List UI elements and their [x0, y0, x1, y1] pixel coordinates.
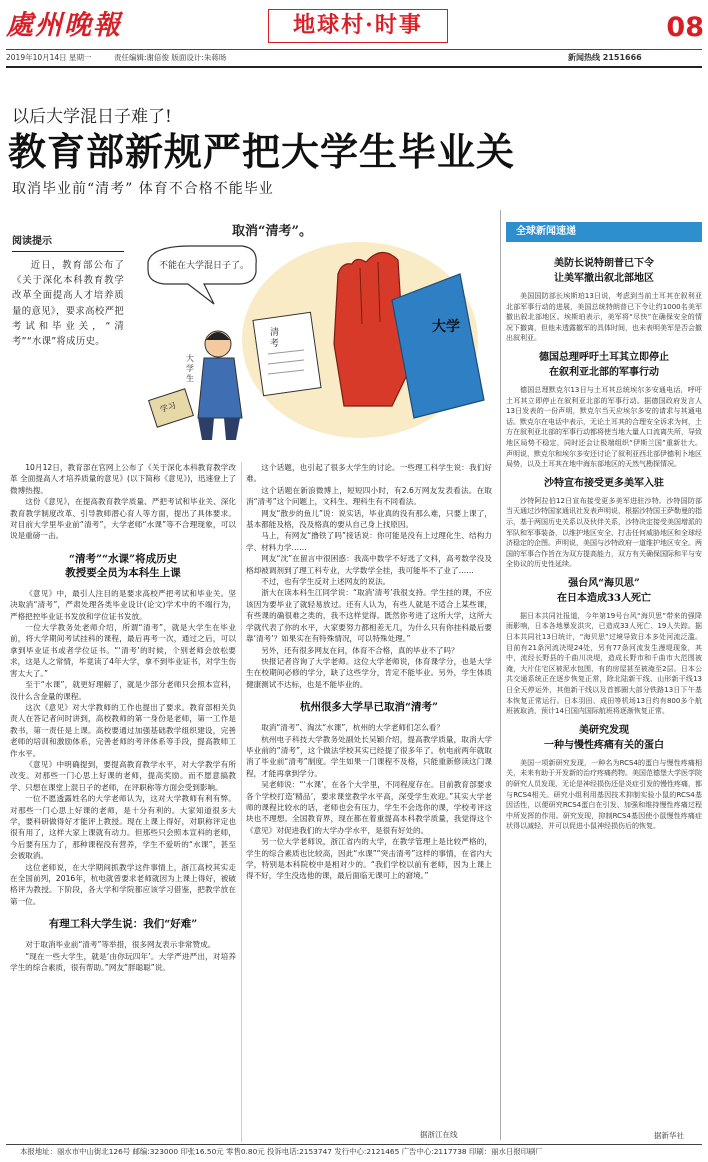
article-paragraph: 另一位大学老师说，浙江省内的大学，在教学管理上是比较严格的，学生的综合素质也比较高，因此“水课”“突击清考”这样的事情，在省内大学，特别是本科院校中是相对少的。“我们学校以前有老师，因为上课上得不好，学生没选他的课，最后面临无课可上的窘境。”	[246, 837, 492, 881]
article-paragraph: 《意见》中，最引人注目的是要求高校严把考试和毕业关。坚决取消“清考”，严肃处理各类毕业设计(论文)学术中的不端行为，严格把控毕业证书发放和学位证书发放。	[10, 588, 236, 621]
reading-guide	[12, 234, 124, 349]
sidebar-news-title: 强台风“海贝思” 在日本造成33人死亡	[557, 577, 651, 604]
article-paragraph: 杭州电子科技大学教务处副处长吴颖介绍，提高教学质量，取消大学毕业前的“清考”，这个做法学校其实已经提了很多年了。杭电前两年就取消了毕业前“清考”制度。学生如果一门课程不及格，只能重新修读这门课程，才能再拿到学分。	[246, 734, 492, 778]
sidebar-header-label: 全球新闻速递	[516, 226, 576, 237]
article-paragraph: 至于“水课”，就更好理解了，就是少部分老师只会照本宣科，没什么含金量的课程。	[10, 680, 236, 701]
article-paragraph: 不过，也有学生反对上述网友的说法。	[261, 577, 391, 587]
column-divider	[241, 462, 242, 1142]
issue-date: 2019年10月14日 星期一	[6, 53, 92, 62]
sidebar-news-text: 沙特阿拉伯12日宣布接受更多美军进驻沙特。沙特国防部当天通过沙特国家通讯社发表声明说，根据沙特国王萨勒曼的指示，基于两国历史关系以及伙伴关系，沙特决定接受美国增派的军队和军事装备，以维护地区安全、打击任何威胁地区和全球经济稳定的企图。声明说，美国与沙特政府一道维护地区安全。两国的军事合作旨在为双方提高能力，双方有关确保国际和平与安全协议的历史性延续。	[506, 496, 702, 569]
sidebar-news-text: 德国总理默克尔13日与土耳其总统埃尔多安通电话，呼吁土耳其立即停止在叙利亚北部的军事行动。据德国政府发言人13日发表的一份声明，默克尔当天应埃尔多安的请求与其通电话。默克尔在电话中表示，无论土耳其的合理安全诉求为何，土方在叙利亚北部的军事行动都将使当地大量人口流离失所，导致地区局势不稳定，同时还会让极端组织“伊斯兰国”重新壮大。声明说，默克尔和埃尔多安还讨论了叙利亚西北部伊德利卜地区局势，以及土耳其在地中海东部地区的天然气勘探情况。	[506, 385, 702, 469]
article-source: 据浙江在线	[420, 1130, 458, 1139]
article-col2-body	[246, 462, 492, 882]
article-paragraph: 马上，有网友“撸铁了吗”接话说：你可能是没有上过理化生、结构力学、材料力学……	[246, 531, 492, 552]
newspaper-logo: 處州晚報	[6, 10, 122, 41]
article-column-2	[246, 462, 492, 1130]
footer-info: 本报地址：丽水市中山街北126号 邮编:323000 印张16.50元 零售0.80元 投诉电话:2153747 发行中心:2121465 广告中心:2117738 印刷：丽水日报印刷厂	[20, 1147, 543, 1156]
article-paragraph: 这位老师说，在大学期间抓教学这件事情上，浙江高校其实走在全国前列，2016年，杭电就曾要求老师就因为上课上得好，被破格评为教授。下阶段，各大学和学院都应该学习借鉴，把教学放在第一位。	[10, 862, 236, 906]
cartoon-speech: 不能在大学混日子了。	[158, 261, 249, 271]
guide-rule	[12, 251, 124, 252]
article-paragraph: 取消“清考”、淘汰“水课”，杭州的大学老师们怎么看？	[261, 723, 444, 733]
article-subheading: 有理工科大学生说：我们“好难”	[48, 918, 198, 931]
headline-subtitle: 取消毕业前“清考” 体育不合格不能毕业	[12, 181, 274, 197]
section-title-box	[268, 9, 448, 43]
news-hotline: 新闻热线 2151666	[568, 53, 642, 62]
cartoon-caption: 取消“清考”。	[232, 224, 312, 239]
article-col1-body	[10, 462, 236, 973]
sidebar-header	[506, 222, 702, 242]
headline-kicker: 以后大学混日子难了!	[12, 107, 172, 127]
sidebar-news-item	[506, 476, 702, 570]
sidebar-news-text: 据日本共同社报道，今年第19号台风“海贝思”带来的强降雨影响，日本各地暴发洪灾，已造成33人死亡、19人失踪。据日本共同社13日统计，“海贝思”过境导致日本多处河流泛滥。目前有21条河流决堤24处，另有77条河流发生漫堤现象，其中，流经长野县的千曲川决堤，造成长野市和千曲市大范围被淹，大片住宅区被泥水包围，有的房屋甚至被淹至2层。日本公共交通系统正在逐步恢复正常，除北陆新干线、山形新干线13日全天停运外，其他新干线以及首都圈大部分铁路13日下午基本恢复正常运行。日本羽田、成田等机场13日约有800多个航班被取消，预计14日国内国际航班将逐渐恢复正常。	[506, 611, 702, 716]
reading-guide-text: 近日，教育部公布了《关于深化本科教育教学改革全面提高人才培养质量的意见》，要求高校严把考试和毕业关，“清考”“水课”将成历史。	[12, 260, 124, 348]
headline-title: 教育部新规严把大学生毕业关	[8, 130, 516, 174]
sidebar-news-item	[506, 350, 702, 470]
sidebar-news-text: 美国一项新研究发现，一种名为RCS4的蛋白与慢性疼痛相关，未来有助于开发新的治疗疼痛药物。美国范德堡大学医学院的研究人员发现，无论是神经损伤还是炎症引发的慢性疼痛，都与RCS4相关。研究小组利用基因技术抑制实验小鼠的RCS4基因活性，以便研究RCS4蛋白在引发、加强和维持慢性疼痛过程中所发挥的作用。研究发现，抑制RCS4基因使小鼠慢性疼痛症状得以减轻，并可以促进小鼠神经损伤后的恢复。	[506, 758, 702, 831]
reading-guide-title: 阅读提示	[12, 236, 52, 247]
sidebar-source: 据新华社	[654, 1131, 684, 1140]
masthead-bottom-rule	[6, 66, 702, 68]
cartoon-illustration	[130, 204, 502, 452]
sidebar-divider	[500, 210, 501, 1140]
article-paragraph: 网友“散步的鱼儿”说：说实话，毕业真的没有那么难，只要上课了，基本都能及格，没及格真的要从自己身上找原因。	[246, 508, 492, 530]
article-paragraph: 《意见》中明确提到，要提高教育教学水平，对大学教学有所改变。对那些一门心思上好课的老师，提高奖励。而不愿意搞教学、只想在课堂上混日子的老师，在评职称等方面会受到影响。	[10, 759, 236, 792]
article-paragraph: 一位不愿透露姓名的大学老师认为，这对大学教师有利有弊。对那些一门心思上好课的老师，是十分有利的。大家知道很多大学，要科研做得好才能评上教授。现在上课上得好，对职称评定也很有用了，这样大家上课就有动力。但那些只会照本宣科的老师，今后要有压力了，那种课程没有营养，学生不爱听的“水课”，甚至会被取消。	[10, 794, 236, 861]
article-subheading: 杭州很多大学早已取消“清考”	[299, 701, 439, 714]
article-paragraph: 一位大学教务处老师介绍，所谓“清考”，就是大学生在毕业前，将大学期间考试挂科的课程，最后再考一次，通过之后，可以拿到毕业证书或者学位证书。“‘清考’的时候，个别老师会放松要求，这是人之常情，毕竟读了4年大学，拿不到毕业证书，对学生伤害太大了。”	[10, 623, 236, 678]
article-paragraph: 10月12日，教育部在官网上公布了《关于深化本科教育教学改革 全面提高人才培养质量的意见》(以下简称《意见》)，迅速登上了微博热搜。	[10, 463, 236, 495]
footer-rule	[6, 1144, 702, 1145]
masthead-rule	[6, 49, 702, 50]
sidebar-news-title: 德国总理呼吁土耳其立即停止 在叙利亚北部的军事行动	[539, 351, 669, 378]
sidebar-news-item	[506, 256, 702, 344]
sidebar-news-text: 美国国防部长埃斯珀13日说，考虑到当前土耳其在叙利亚北部军事行动的进展，美国总统特朗普已下令让约1000名美军撤出叙北部地区。埃斯珀表示，美军将“尽快”在确保安全的情况下撤离，但他未透露撤军的具体时间，也未表明美军是否会撤出叙利亚。	[506, 292, 702, 343]
article-subheading: “清考”“水课”将成历史 教授要全员为本科生上课	[65, 552, 181, 579]
editor-credit: 责任编辑:谢倍俊 版面设计:朱蒋旸	[114, 53, 227, 62]
sidebar-news	[506, 256, 702, 1136]
sidebar-items	[506, 256, 702, 832]
article-paragraph: 这份《意见》，在提高教育教学质量、严把考试和毕业关、深化教育教学制度改革、引导教师潜心育人等方面，提出了具体要求。对目前大学里毕业前“清考”，大学老师“水课”等不合理现象，可以说是重磅一击。	[10, 497, 236, 541]
article-paragraph: 吴老师说：“‘水课’，在各个大学里，不同程度存在。目前教育部要求各个学校打造‘精品’，要求课堂教学水平高，深受学生欢迎。”其实大学老师的课程比较水的话，老师也会有压力，学生不会选你的课，学校考评这块也不理想。全国教育界，现在都在着重提高本科教学质量，我觉得这个《意见》对促进我们的大学办学水平，是很有好处的。	[246, 780, 492, 835]
cartoon-book-label: 学习	[159, 400, 177, 415]
cartoon-hand-label: 大学	[432, 319, 460, 335]
sidebar-news-item	[506, 576, 702, 717]
article-paragraph: 浙大在读本科生江同学说：“取消‘清考’我很支持。学生挂的课，不应该因为要毕业了就轻易放过。还有人认为，有些人就是不适合上某些课，有些课的确很难之类的，我不这样觉得。既然你考进了这所大学，这所大学就代表了你的水平，大家要努力都相差无几，为什么只有你挂科最后要靠‘清考’？如果实在有特殊情况，可以特殊处理。”	[246, 588, 492, 644]
article-paragraph: “现在一些大学生，就是‘由你玩四年’。大学严进严出，对培养学生的综合素质，很有帮助。”网友“胖聪聪”说。	[10, 951, 236, 973]
page-number: 08	[666, 12, 704, 43]
article-column-1	[10, 462, 236, 1142]
sidebar-news-title: 美研究发现 一种与慢性疼痛有关的蛋白	[544, 724, 664, 751]
cartoon-student-label: 大学生	[186, 354, 194, 383]
sidebar-news-title: 美防长说特朗普已下令 让美军撤出叙北部地区	[554, 258, 654, 284]
sidebar-news-item	[506, 723, 702, 832]
article-paragraph: 对于取消毕业前“清考”等举措，很多网友表示非常赞成。	[25, 940, 216, 950]
section-title: 地球村·时事	[293, 12, 423, 38]
article-paragraph: 这个话题在新浪微博上，短短四小时，有2.6万网友发表看法。在取消“清考”这个问题上，文科生、理科生有不同看法。	[246, 485, 492, 507]
article-paragraph: 这个话题，也引起了很多大学生的讨论。一些理工科学生说：我们好难。	[246, 463, 492, 484]
cartoon-paper-label: 清考	[270, 328, 280, 349]
article-paragraph: 快报记者咨询了大学老师。这位大学老师说，体育课学分，也是大学生在校期间必修的学分，缺了这些学分，肯定不能毕业。另外，学生体质健康测试不达标，也是不能毕业的。	[246, 656, 492, 689]
article-paragraph: 这次《意见》对大学教师的工作也提出了要求。教育部相关负责人在答记者问时讲到，高校教师的第一身份是老师，第一工作是教书，第一责任是上课。高校要通过加强基础教学组织建设，完善老师的培训和激励体系，完善老师的考评体系等手段，提高教师工作水平。	[10, 702, 236, 758]
sidebar-news-title: 沙特宣布接受更多美军入驻	[544, 477, 664, 489]
article-paragraph: 网友“沈”在留言中很困惑：我高中数学不好选了文科，高考数学没及格却被调剂到了理工科专业，大学数学全挂，我可能毕不了业了……	[246, 554, 492, 575]
article-paragraph: 另外，还有很多网友在问，体育不合格，真的毕业不了吗？	[261, 645, 459, 655]
